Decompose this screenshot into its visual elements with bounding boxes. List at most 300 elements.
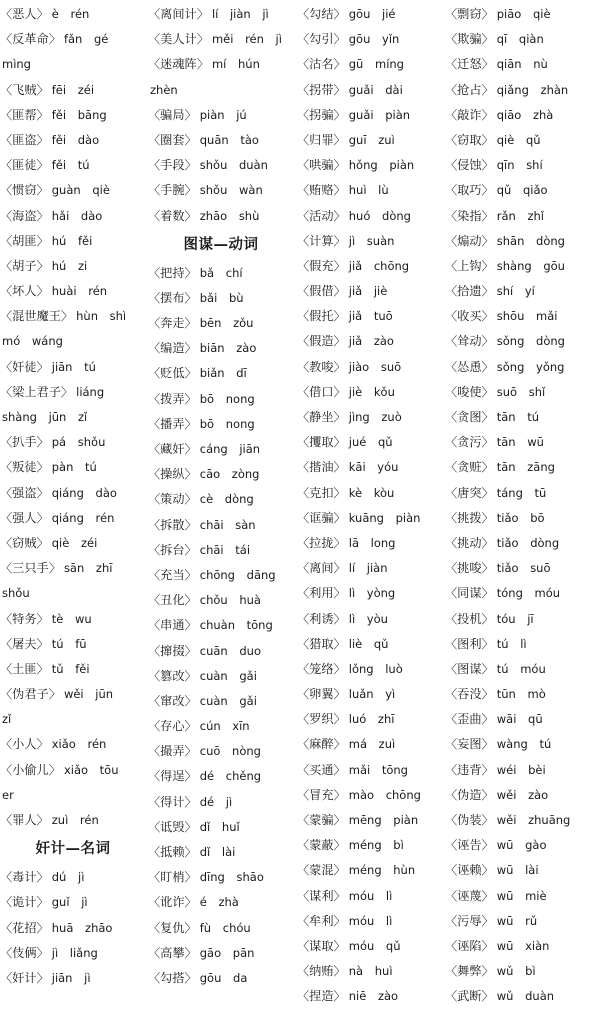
entry-pinyin: zuì rén <box>51 813 99 827</box>
entry-word: 〈归罪〉 <box>297 132 346 147</box>
entry-pinyin: shǒu duàn <box>199 158 268 173</box>
entry-pinyin: dǐ huǐ <box>199 819 240 834</box>
entry-pinyin: wū rǔ <box>496 913 538 928</box>
pinyin-text: mìng <box>2 57 31 72</box>
dictionary-entry <box>297 279 443 304</box>
dictionary-entry <box>148 513 294 538</box>
dictionary-entry <box>297 178 443 203</box>
dictionary-entry <box>148 613 294 638</box>
entry-word: 〈贪赃〉 <box>445 460 494 475</box>
entry-pinyin: dú jì <box>51 870 85 885</box>
entry-pinyin: móu lì <box>348 888 393 903</box>
entry-word: 〈上钩〉 <box>445 258 494 273</box>
entry-pinyin: chōng dāng <box>199 567 276 582</box>
entry-word: 〈假充〉 <box>297 258 346 273</box>
entry-word: 〈罪人〉 <box>0 813 49 827</box>
dictionary-entry <box>0 178 146 203</box>
entry-word: 〈谋取〉 <box>297 938 346 953</box>
entry-word: 〈梁上君子〉 <box>0 384 74 399</box>
dictionary-entry <box>445 78 590 103</box>
entry-pinyin: qǔ qiǎo <box>496 183 548 198</box>
entry-word: 〈高攀〉 <box>148 945 197 960</box>
entry-pinyin-continuation <box>0 405 146 430</box>
dictionary-entry <box>148 941 294 966</box>
dictionary-entry <box>297 204 443 229</box>
entry-word: 〈串通〉 <box>148 618 197 633</box>
dictionary-entry <box>297 959 443 984</box>
entry-word: 〈敲诈〉 <box>445 107 494 122</box>
entry-word: 〈手段〉 <box>148 158 197 173</box>
dictionary-entry <box>0 966 146 991</box>
entry-word: 〈美人计〉 <box>148 32 209 47</box>
entry-word: 〈离间计〉 <box>148 7 209 21</box>
entry-pinyin: shān dòng <box>496 233 565 248</box>
entry-pinyin: qiáng dào <box>51 485 117 500</box>
dictionary-entry <box>297 682 443 707</box>
dictionary-entry <box>148 261 294 286</box>
entry-pinyin: tān tú <box>496 410 540 424</box>
dictionary-entry <box>297 430 443 455</box>
entry-word: 〈取巧〉 <box>445 183 494 198</box>
entry-pinyin: měi rén jì <box>211 32 282 47</box>
dictionary-entry <box>297 783 443 808</box>
entry-pinyin: tiǎo suō <box>496 561 551 576</box>
pinyin-text: zǐ <box>2 712 12 727</box>
dictionary-entry <box>148 916 294 941</box>
entry-word: 〈麻醉〉 <box>297 737 346 752</box>
entry-word: 〈假托〉 <box>297 309 346 324</box>
dictionary-entry <box>0 506 146 531</box>
dictionary-entry <box>0 204 146 229</box>
dictionary-entry <box>0 128 146 153</box>
entry-pinyin: é zhà <box>199 895 239 910</box>
entry-pinyin: jìng zuò <box>348 410 402 424</box>
entry-pinyin: kāi yóu <box>348 460 399 475</box>
dictionary-entry <box>0 455 146 480</box>
dictionary-entry <box>0 531 146 556</box>
entry-word: 〈蒙混〉 <box>297 863 346 878</box>
dictionary-entry <box>297 355 443 380</box>
pinyin-text: mó wáng <box>2 334 63 349</box>
dictionary-entry <box>297 329 443 354</box>
entry-word: 〈小人〉 <box>0 737 49 752</box>
entry-word: 〈飞贼〉 <box>0 82 49 97</box>
dictionary-entry <box>297 52 443 77</box>
entry-word: 〈诬赖〉 <box>445 863 494 878</box>
entry-word: 〈贬低〉 <box>148 366 197 381</box>
entry-word: 〈抢占〉 <box>445 82 494 97</box>
entry-pinyin: tūn mò <box>496 687 546 702</box>
entry-word: 〈匪帮〉 <box>0 107 49 122</box>
entry-pinyin: gōu jié <box>348 7 396 21</box>
entry-word: 〈歪曲〉 <box>445 712 494 727</box>
entry-word: 〈染指〉 <box>445 208 494 223</box>
dictionary-entry <box>445 27 590 52</box>
entry-pinyin: bǎi bù <box>199 290 244 305</box>
entry-pinyin: cè dòng <box>199 492 254 507</box>
dictionary-entry <box>0 758 146 783</box>
entry-word: 〈剽窃〉 <box>445 7 494 21</box>
entry-pinyin: qiè zéi <box>51 535 98 550</box>
entry-word: 〈胡匪〉 <box>0 233 49 248</box>
entry-pinyin: chǒu huà <box>199 593 261 608</box>
dictionary-entry <box>0 103 146 128</box>
entry-word: 〈着数〉 <box>148 208 197 223</box>
entry-pinyin-continuation <box>0 52 146 77</box>
dictionary-entry <box>445 178 590 203</box>
dictionary-entry <box>445 758 590 783</box>
entry-word: 〈诬告〉 <box>445 838 494 853</box>
entry-pinyin: tān zāng <box>496 460 555 475</box>
entry-pinyin: quān tào <box>199 132 259 147</box>
entry-word: 〈得计〉 <box>148 794 197 809</box>
entry-pinyin: huài rén <box>51 284 108 299</box>
entry-pinyin: piāo qiè <box>496 7 551 21</box>
entry-word: 〈拆台〉 <box>148 542 197 557</box>
entry-pinyin: mēng piàn <box>348 813 419 827</box>
entry-pinyin: jiè kǒu <box>348 384 395 399</box>
entry-pinyin: qīn shí <box>496 158 543 173</box>
entry-pinyin: biǎn dī <box>199 366 247 381</box>
entry-pinyin: jiǎ chōng <box>348 258 410 273</box>
dictionary-entry <box>445 531 590 556</box>
entry-word: 〈同谋〉 <box>445 586 494 601</box>
entry-word: 〈蒙骗〉 <box>297 813 346 827</box>
pinyin-text: zhèn <box>150 82 178 97</box>
entry-pinyin: sǒng yǒng <box>496 359 565 374</box>
entry-pinyin: bō nong <box>199 391 255 406</box>
entry-word: 〈伎俩〉 <box>0 945 49 960</box>
entry-word: 〈煽动〉 <box>445 233 494 248</box>
dictionary-entry <box>445 556 590 581</box>
dictionary-entry <box>297 304 443 329</box>
entry-word: 〈三只手〉 <box>0 561 61 576</box>
dictionary-entry <box>297 833 443 858</box>
entry-word: 〈诓骗〉 <box>297 510 346 525</box>
entry-word: 〈教唆〉 <box>297 359 346 374</box>
entry-pinyin: wěi zhuāng <box>496 813 571 827</box>
column-1 <box>0 2 146 991</box>
dictionary-entry <box>297 858 443 883</box>
dictionary-entry <box>445 204 590 229</box>
entry-pinyin: cuō nòng <box>199 744 261 759</box>
dictionary-entry <box>297 455 443 480</box>
dictionary-entry <box>297 153 443 178</box>
entry-pinyin: pàn tú <box>51 460 97 475</box>
entry-pinyin: jiào suō <box>348 359 402 374</box>
entry-pinyin: qī qiàn <box>496 32 544 47</box>
dictionary-entry <box>445 632 590 657</box>
entry-pinyin: méng hùn <box>348 863 416 878</box>
entry-pinyin: cāo zòng <box>199 467 260 482</box>
dictionary-entry <box>148 588 294 613</box>
entry-word: 〈笼络〉 <box>297 661 346 676</box>
entry-word: 〈侵蚀〉 <box>445 158 494 173</box>
entry-word: 〈违背〉 <box>445 762 494 777</box>
entry-word: 〈离间〉 <box>297 561 346 576</box>
entry-word: 〈存心〉 <box>148 719 197 734</box>
entry-pinyin: jiān jì <box>51 970 91 985</box>
entry-pinyin: qiè qǔ <box>496 132 541 147</box>
entry-pinyin: qiáng rén <box>51 510 115 525</box>
column-2 <box>148 2 294 991</box>
entry-word: 〈图利〉 <box>445 636 494 651</box>
dictionary-entry <box>148 689 294 714</box>
dictionary-entry <box>0 380 146 405</box>
entry-pinyin: rǎn zhǐ <box>496 208 544 223</box>
entry-pinyin: fǎn gé <box>63 32 109 47</box>
dictionary-entry <box>445 783 590 808</box>
entry-word: 〈污辱〉 <box>445 913 494 928</box>
entry-pinyin: chāi sàn <box>199 517 256 532</box>
dictionary-entry <box>0 865 146 890</box>
entry-word: 〈贿赂〉 <box>297 183 346 198</box>
entry-pinyin: nà huì <box>348 964 393 979</box>
entry-word: 〈哄骗〉 <box>297 158 346 173</box>
entry-word: 〈操纵〉 <box>148 467 197 482</box>
dictionary-entry <box>0 607 146 632</box>
dictionary-entry <box>297 27 443 52</box>
dictionary-entry <box>297 254 443 279</box>
dictionary-entry <box>0 229 146 254</box>
entry-word: 〈挑动〉 <box>445 535 494 550</box>
entry-pinyin: hǒng piàn <box>348 158 415 173</box>
dictionary-entry <box>148 462 294 487</box>
dictionary-entry <box>148 311 294 336</box>
entry-pinyin: hǎi dào <box>51 208 103 223</box>
entry-pinyin: dé jì <box>199 794 233 809</box>
entry-word: 〈拆散〉 <box>148 517 197 532</box>
dictionary-entry <box>148 563 294 588</box>
entry-pinyin: bō nong <box>199 416 255 431</box>
dictionary-entry <box>297 607 443 632</box>
entry-pinyin: fěi dào <box>51 132 100 147</box>
entry-word: 〈特务〉 <box>0 611 49 626</box>
dictionary-entry <box>445 355 590 380</box>
entry-word: 〈唆使〉 <box>445 384 494 399</box>
dictionary-entry <box>0 657 146 682</box>
entry-word: 〈奸徒〉 <box>0 359 49 374</box>
dictionary-entry <box>0 279 146 304</box>
dictionary-entry <box>148 286 294 311</box>
entry-pinyin: lí jiàn <box>348 561 388 576</box>
entry-pinyin: wū gào <box>496 838 547 853</box>
entry-word: 〈贪污〉 <box>445 435 494 450</box>
entry-word: 〈拾遗〉 <box>445 284 494 299</box>
entry-pinyin: dīng shāo <box>199 870 264 885</box>
entry-word: 〈拨弄〉 <box>148 391 197 406</box>
entry-word: 〈迁怒〉 <box>445 57 494 72</box>
entry-pinyin: tóng móu <box>496 586 561 601</box>
dictionary-entry <box>445 52 590 77</box>
dictionary-entry <box>148 204 294 229</box>
dictionary-entry <box>148 128 294 153</box>
dictionary-entry <box>0 941 146 966</box>
entry-word: 〈活动〉 <box>297 208 346 223</box>
entry-word: 〈图谋〉 <box>445 661 494 676</box>
entry-pinyin: kè kòu <box>348 485 395 500</box>
entry-pinyin: piàn jú <box>199 107 247 122</box>
entry-pinyin: hú zi <box>51 258 88 273</box>
entry-pinyin: wū lài <box>496 863 539 878</box>
entry-pinyin: jiǎ jiè <box>348 284 388 299</box>
dictionary-entry <box>297 808 443 833</box>
entry-pinyin: kuāng piàn <box>348 510 421 525</box>
dictionary-entry <box>297 934 443 959</box>
entry-word: 〈沽名〉 <box>297 57 346 72</box>
dictionary-entry <box>297 909 443 934</box>
dictionary-entry <box>148 815 294 840</box>
entry-word: 〈花招〉 <box>0 920 49 935</box>
dictionary-entry <box>148 387 294 412</box>
dictionary-entry <box>297 78 443 103</box>
dictionary-entry <box>148 361 294 386</box>
dictionary-entry <box>148 714 294 739</box>
entry-word: 〈诋毁〉 <box>148 819 197 834</box>
dictionary-entry <box>0 682 146 707</box>
entry-word: 〈抵赖〉 <box>148 845 197 859</box>
entry-word: 〈强盗〉 <box>0 485 49 500</box>
dictionary-entry <box>148 664 294 689</box>
entry-word: 〈捏造〉 <box>297 989 346 1004</box>
entry-pinyin: fù chóu <box>199 920 251 935</box>
dictionary-entry <box>445 405 590 430</box>
dictionary-entry <box>0 78 146 103</box>
entry-pinyin: xiǎo rén <box>51 737 107 752</box>
entry-pinyin: wū xiàn <box>496 938 550 953</box>
entry-word: 〈伪造〉 <box>445 787 494 802</box>
dictionary-entry <box>445 607 590 632</box>
dictionary-entry <box>445 959 590 984</box>
column-3 <box>297 2 443 1010</box>
entry-pinyin-continuation <box>0 783 146 808</box>
entry-word: 〈冒充〉 <box>297 787 346 802</box>
entry-word: 〈播弄〉 <box>148 416 197 431</box>
entry-pinyin: wǔ duàn <box>496 989 555 1004</box>
entry-word: 〈海盗〉 <box>0 208 49 223</box>
entry-word: 〈利诱〉 <box>297 611 346 626</box>
dictionary-entry <box>445 682 590 707</box>
dictionary-entry <box>445 657 590 682</box>
dictionary-entry <box>445 581 590 606</box>
entry-pinyin: wǔ bì <box>496 964 536 979</box>
dictionary-entry <box>148 103 294 128</box>
dictionary-entry <box>297 632 443 657</box>
entry-pinyin: huā zhāo <box>51 920 113 935</box>
entry-word: 〈坏人〉 <box>0 284 49 299</box>
entry-word: 〈撺掇〉 <box>148 643 197 658</box>
entry-pinyin: fěi tú <box>51 158 90 173</box>
entry-pinyin: jiǎ tuō <box>348 309 393 324</box>
entry-pinyin: lā long <box>348 535 396 550</box>
dictionary-entry <box>148 412 294 437</box>
dictionary-entry <box>0 632 146 657</box>
dictionary-entry <box>445 808 590 833</box>
pinyin-text: er <box>2 787 14 802</box>
dictionary-entry <box>445 380 590 405</box>
dictionary-entry <box>0 254 146 279</box>
entry-word: 〈谋利〉 <box>297 888 346 903</box>
entry-pinyin: chāi tái <box>199 542 251 557</box>
dictionary-entry <box>148 2 294 27</box>
entry-pinyin: shǒu wàn <box>199 183 263 198</box>
entry-word: 〈诬陷〉 <box>445 938 494 953</box>
entry-pinyin: tān wū <box>496 435 544 450</box>
entry-pinyin: niē zào <box>348 989 399 1004</box>
entry-pinyin: lì yòng <box>348 586 396 601</box>
entry-word: 〈匪徒〉 <box>0 158 49 173</box>
entry-pinyin: biān zào <box>199 341 257 356</box>
entry-word: 〈编造〉 <box>148 341 197 356</box>
dictionary-entry <box>445 229 590 254</box>
entry-word: 〈窜改〉 <box>148 693 197 708</box>
entry-pinyin: qiāo zhà <box>496 107 554 122</box>
entry-pinyin: guǎi piàn <box>348 107 411 122</box>
entry-pinyin: huì lù <box>348 183 389 198</box>
dictionary-entry <box>445 304 590 329</box>
dictionary-entry <box>445 430 590 455</box>
entry-word: 〈妄图〉 <box>445 737 494 752</box>
entry-word: 〈强人〉 <box>0 510 49 525</box>
entry-pinyin: jì suàn <box>348 233 395 248</box>
dictionary-entry <box>0 27 146 52</box>
entry-word: 〈扒手〉 <box>0 435 49 450</box>
dictionary-entry <box>445 858 590 883</box>
dictionary-entry <box>148 52 294 77</box>
entry-word: 〈手腕〉 <box>148 183 197 198</box>
entry-pinyin: guǐ jì <box>51 895 88 910</box>
entry-word: 〈讹诈〉 <box>148 895 197 910</box>
entry-pinyin: gāo pān <box>199 945 255 960</box>
entry-word: 〈收买〉 <box>445 309 494 324</box>
entry-word: 〈混世魔王〉 <box>0 309 74 324</box>
entry-word: 〈借口〉 <box>297 384 346 399</box>
dictionary-entry <box>297 405 443 430</box>
dictionary-entry <box>445 934 590 959</box>
entry-word: 〈叛徒〉 <box>0 460 49 475</box>
entry-pinyin: hùn shì <box>76 309 127 324</box>
dictionary-entry <box>297 657 443 682</box>
entry-pinyin: dǐ lài <box>199 845 236 859</box>
dictionary-entry <box>0 556 146 581</box>
entry-pinyin: cuàn gǎi <box>199 693 257 708</box>
entry-pinyin: mí hún <box>211 57 260 72</box>
entry-word: 〈利用〉 <box>297 586 346 601</box>
dictionary-entry <box>297 481 443 506</box>
entry-pinyin: gū míng <box>348 57 404 72</box>
entry-pinyin: jué qǔ <box>348 435 393 450</box>
entry-word: 〈诬蔑〉 <box>445 888 494 903</box>
entry-pinyin: huó dòng <box>348 208 411 223</box>
entry-word: 〈窃取〉 <box>445 132 494 147</box>
entry-word: 〈奔走〉 <box>148 316 197 331</box>
entry-word: 〈假借〉 <box>297 284 346 299</box>
entry-word: 〈攫取〉 <box>297 435 346 450</box>
dictionary-entry <box>148 437 294 462</box>
entry-pinyin-continuation <box>0 329 146 354</box>
entry-pinyin: sǒng dòng <box>496 334 565 349</box>
entry-pinyin: qiān nù <box>496 57 548 72</box>
dictionary-entry <box>445 984 590 1009</box>
entry-word: 〈吞没〉 <box>445 687 494 702</box>
entry-word: 〈摆布〉 <box>148 290 197 305</box>
dictionary-entry <box>297 380 443 405</box>
entry-word: 〈计算〉 <box>297 233 346 248</box>
dictionary-entry <box>297 103 443 128</box>
entry-pinyin: pá shǒu <box>51 435 106 450</box>
dictionary-entry <box>148 890 294 915</box>
entry-word: 〈把持〉 <box>148 265 197 280</box>
